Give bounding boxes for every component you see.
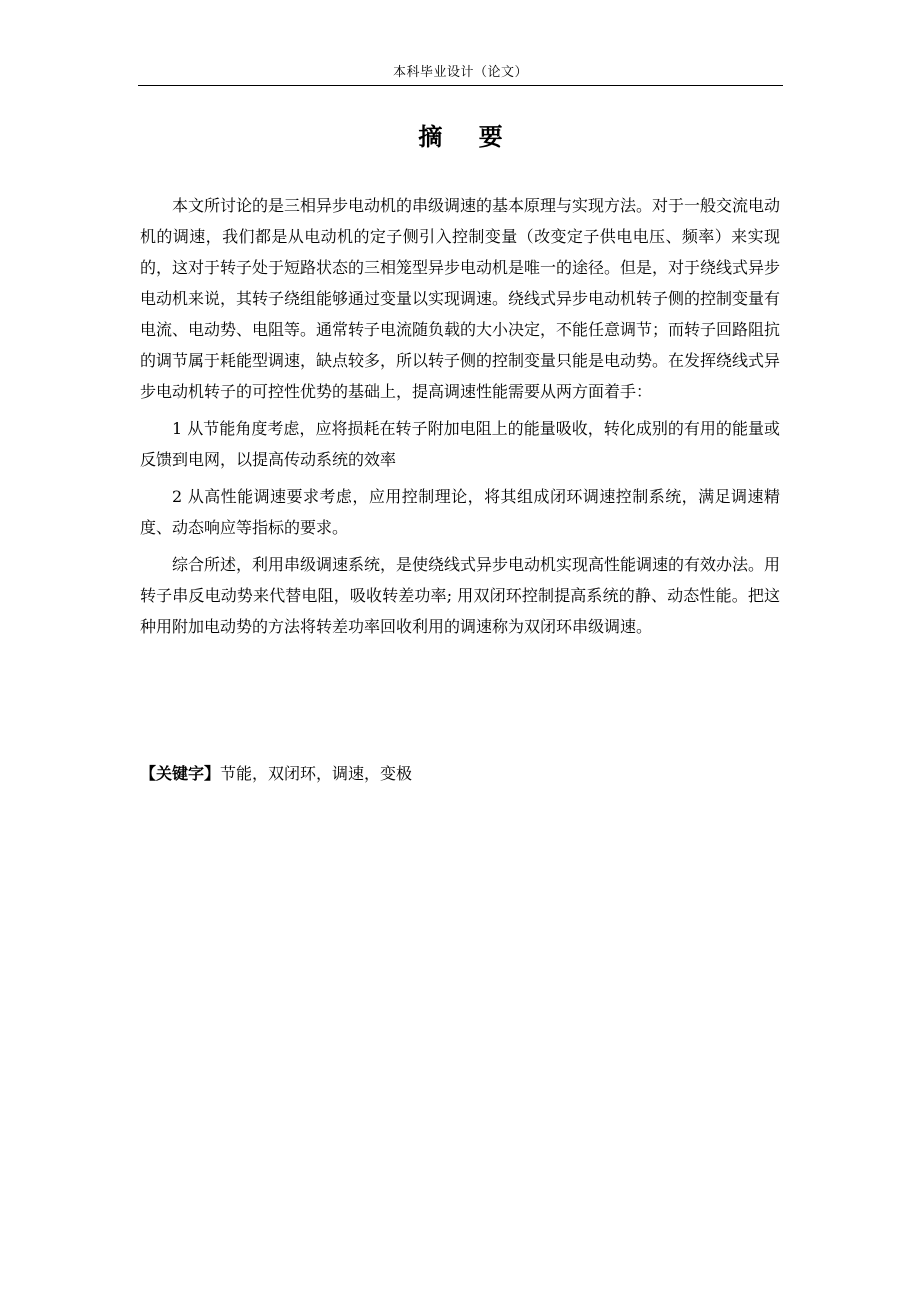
keywords-text: 节能，双闭环，调速，变极 <box>220 764 413 783</box>
running-header: 本科毕业设计（论文） <box>392 65 528 80</box>
keywords-line <box>140 758 780 789</box>
abstract-title: 摘 要 <box>418 123 517 151</box>
abstract-paragraph-4: 综合所述，利用串级调速系统，是使绕线式异步电动机实现高性能调速的有效办法。用转子串反电动势来代替电阻，吸收转差功率; 用双闭环控制提高系统的静、动态性能。把这种用附加电动势的方法将转差功率回收利用的调速称为双闭环串级调速。 <box>140 555 781 636</box>
abstract-paragraph-3: 2 从高性能调速要求考虑，应用控制理论，将其组成闭环调速控制系统，满足调速精度、动态响应等指标的要求。 <box>140 487 780 537</box>
abstract-paragraph-1: 本文所讨论的是三相异步电动机的串级调速的基本原理与实现方法。对于一般交流电动机的调速，我们都是从电动机的定子侧引入控制变量（改变定子供电电压、频率）来实现的，这对于转子处于短路状态的三相笼型异步电动机是唯一的途径。但是，对于绕线式异步电动机来说，其转子绕组能够通过变量以实现调速。绕线式异步电动机转子侧的控制变量有电流、电动势、电阻等。通常转子电流随负载的大小决定，不能任意调节；而转子回路阻抗的调节属于耗能型调速，缺点较多，所以转子侧的控制变量只能是电动势。在发挥绕线式异步电动机转子的可控性优势的基础上，提高调速性能需要从两方面着手： <box>140 196 781 401</box>
header-rule <box>138 85 783 86</box>
abstract-paragraph-2: 1 从节能角度考虑，应将损耗在转子附加电阻上的能量吸收，转化成别的有用的能量或反馈到电网，以提高传动系统的效率 <box>140 419 780 469</box>
abstract-body <box>140 190 780 648</box>
keywords-label: 【关键字】 <box>140 764 221 783</box>
